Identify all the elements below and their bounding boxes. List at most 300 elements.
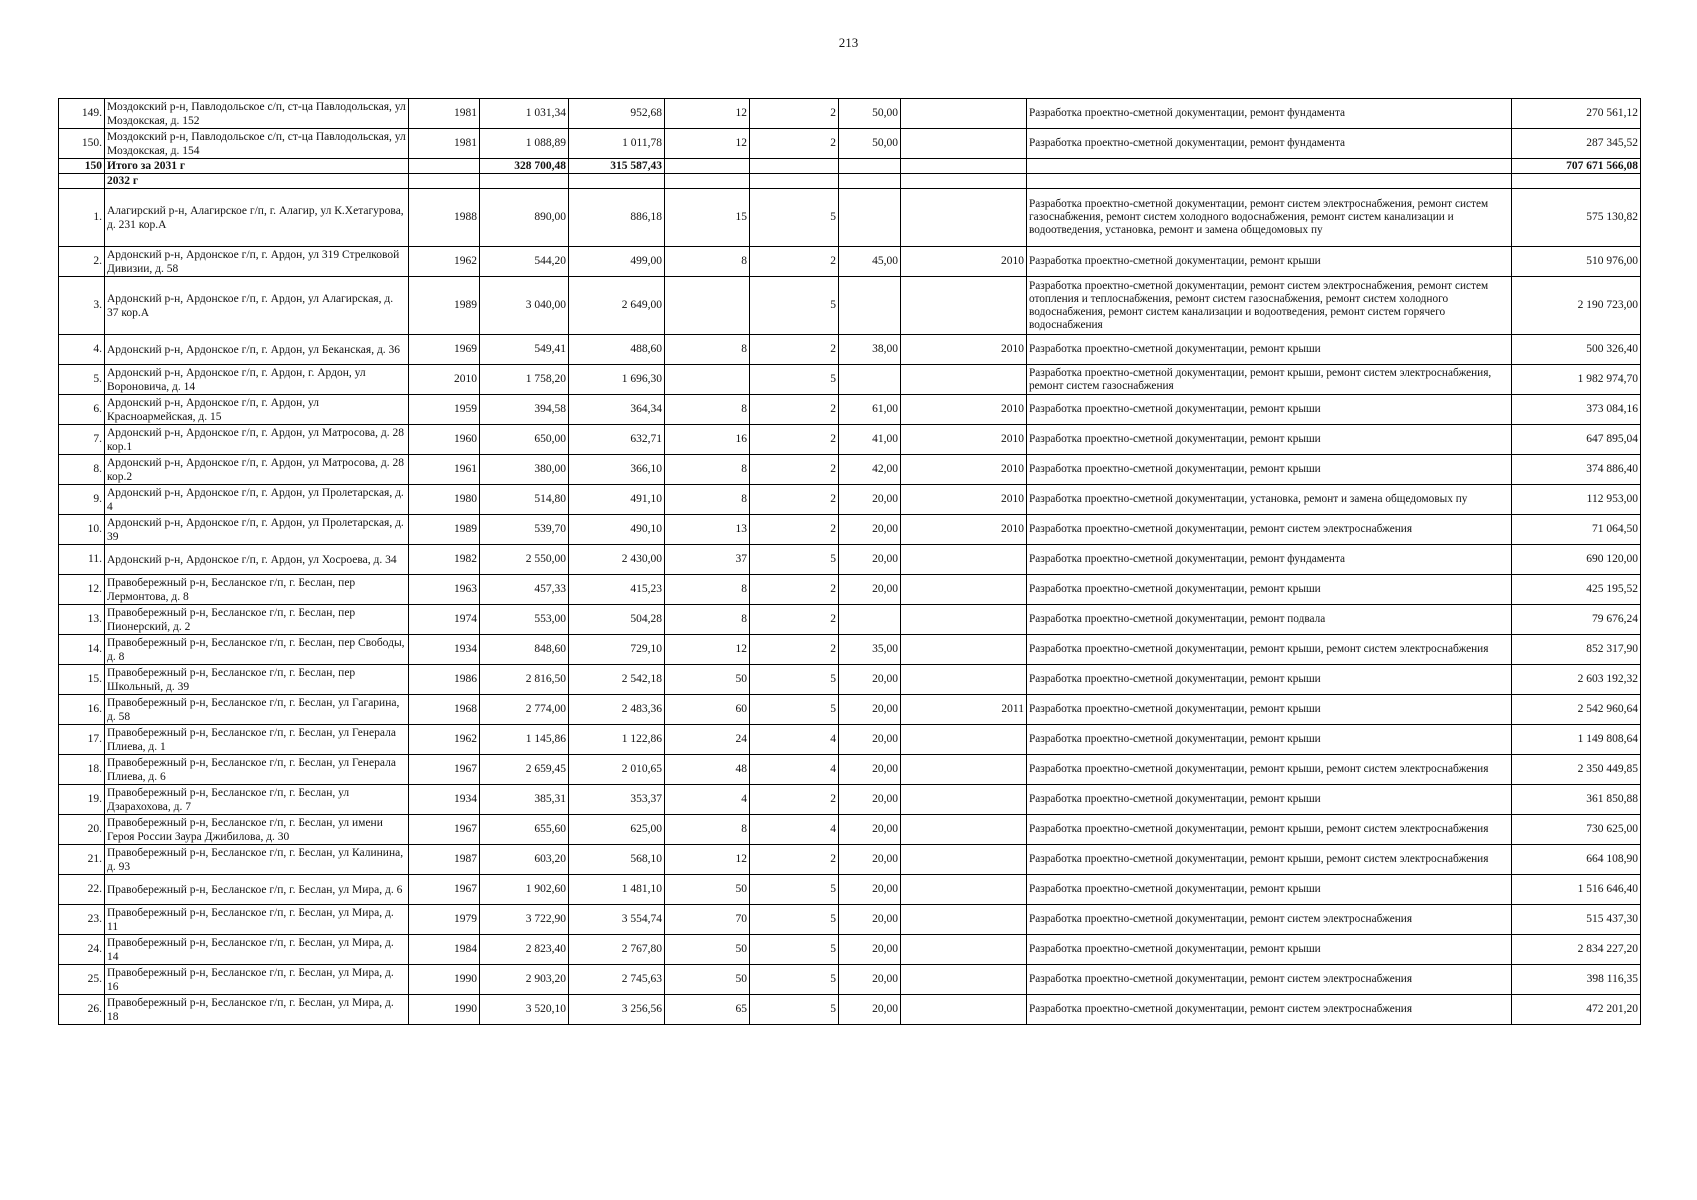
floors-cell: 2 — [750, 99, 839, 129]
commission-year-cell: 1986 — [409, 665, 480, 695]
commission-year-cell: 1987 — [409, 845, 480, 875]
commission-year-cell: 1962 — [409, 725, 480, 755]
floors-cell: 5 — [750, 545, 839, 575]
residential-area-cell: 2 483,36 — [569, 695, 665, 725]
address-cell: Правобережный р-н, Бесланское г/п, г. Беслан, ул Гагарина, д. 58 — [105, 695, 409, 725]
address-cell: Ардонский р-н, Ардонское г/п, г. Ардон, ул Матросова, д. 28 кор.1 — [105, 425, 409, 455]
commission-year-cell — [409, 159, 480, 174]
residential-area-cell: 2 649,00 — [569, 277, 665, 335]
wear-percent-cell — [839, 605, 901, 635]
apartments-cell: 8 — [665, 455, 750, 485]
work-types-cell: Разработка проектно-сметной документации, ремонт фундамента — [1027, 99, 1512, 129]
row-number: 149. — [59, 99, 105, 129]
address-cell: Моздокский р-н, Павлодольское с/п, ст-ца Павлодольская, ул Моздокская, д. 152 — [105, 99, 409, 129]
apartments-cell: 12 — [665, 635, 750, 665]
cost-cell: 287 345,52 — [1512, 129, 1641, 159]
table-row — [59, 965, 1641, 995]
work-types-cell: Разработка проектно-сметной документации, ремонт систем электроснабжения — [1027, 995, 1512, 1025]
apartments-cell: 12 — [665, 845, 750, 875]
cost-cell: 2 350 449,85 — [1512, 755, 1641, 785]
floors-cell: 4 — [750, 725, 839, 755]
residential-area-cell: 886,18 — [569, 189, 665, 247]
work-types-cell: Разработка проектно-сметной документации, ремонт крыши — [1027, 665, 1512, 695]
table-body — [59, 99, 1641, 1025]
row-number: 11. — [59, 545, 105, 575]
commission-year-cell: 1979 — [409, 905, 480, 935]
commission-year-cell — [409, 174, 480, 189]
last-repair-year-cell: 2011 — [901, 695, 1027, 725]
total-area-cell: 2 774,00 — [480, 695, 569, 725]
apartments-cell: 12 — [665, 99, 750, 129]
apartments-cell — [665, 365, 750, 395]
cost-cell: 664 108,90 — [1512, 845, 1641, 875]
row-number: 9. — [59, 485, 105, 515]
commission-year-cell: 1982 — [409, 545, 480, 575]
work-types-cell: Разработка проектно-сметной документации, ремонт крыши — [1027, 425, 1512, 455]
table-row — [59, 425, 1641, 455]
cost-cell: 647 895,04 — [1512, 425, 1641, 455]
last-repair-year-cell — [901, 815, 1027, 845]
address-cell: Ардонский р-н, Ардонское г/п, г. Ардон, ул Алагирская, д. 37 кор.А — [105, 277, 409, 335]
apartments-cell: 50 — [665, 875, 750, 905]
work-types-cell: Разработка проектно-сметной документации, ремонт крыши — [1027, 875, 1512, 905]
residential-area-cell: 364,34 — [569, 395, 665, 425]
address-cell: Ардонский р-н, Ардонское г/п, г. Ардон, ул Матросова, д. 28 кор.2 — [105, 455, 409, 485]
total-area-cell: 1 031,34 — [480, 99, 569, 129]
cost-cell: 374 886,40 — [1512, 455, 1641, 485]
commission-year-cell: 1984 — [409, 935, 480, 965]
row-number: 17. — [59, 725, 105, 755]
total-area-cell: 1 145,86 — [480, 725, 569, 755]
apartments-cell: 60 — [665, 695, 750, 725]
work-types-cell — [1027, 159, 1512, 174]
total-area-cell: 1 758,20 — [480, 365, 569, 395]
last-repair-year-cell — [901, 189, 1027, 247]
last-repair-year-cell: 2010 — [901, 425, 1027, 455]
total-area-cell: 549,41 — [480, 335, 569, 365]
address-cell: Правобережный р-н, Бесланское г/п, г. Беслан, ул Мира, д. 16 — [105, 965, 409, 995]
last-repair-year-cell: 2010 — [901, 485, 1027, 515]
table-row — [59, 695, 1641, 725]
work-types-cell: Разработка проектно-сметной документации, ремонт фундамента — [1027, 129, 1512, 159]
work-types-cell: Разработка проектно-сметной документации, ремонт крыши, ремонт систем электроснабжения — [1027, 845, 1512, 875]
row-number: 14. — [59, 635, 105, 665]
total-area-cell: 514,80 — [480, 485, 569, 515]
last-repair-year-cell — [901, 725, 1027, 755]
cost-cell: 730 625,00 — [1512, 815, 1641, 845]
apartments-cell: 24 — [665, 725, 750, 755]
address-cell: Правобережный р-н, Бесланское г/п, г. Беслан, пер Лермонтова, д. 8 — [105, 575, 409, 605]
apartments-cell: 37 — [665, 545, 750, 575]
address-cell: Ардонский р-н, Ардонское г/п, г. Ардон, ул 319 Стрелковой Дивизии, д. 58 — [105, 247, 409, 277]
address-cell: Ардонский р-н, Ардонское г/п, г. Ардон, ул Красноармейская, д. 15 — [105, 395, 409, 425]
apartments-cell: 8 — [665, 335, 750, 365]
residential-area-cell: 2 745,63 — [569, 965, 665, 995]
work-types-cell: Разработка проектно-сметной документации, ремонт систем электроснабжения, ремонт систем газоснабжения, ремонт систем холодного водоснабжения, ремонт систем канализации и водоотведения, установка, ремонт и замена общедомовых пу — [1027, 189, 1512, 247]
table-row — [59, 755, 1641, 785]
cost-cell: 425 195,52 — [1512, 575, 1641, 605]
address-cell: Правобережный р-н, Бесланское г/п, г. Беслан, пер Свободы, д. 8 — [105, 635, 409, 665]
residential-area-cell: 1 481,10 — [569, 875, 665, 905]
table-row — [59, 845, 1641, 875]
table-row — [59, 995, 1641, 1025]
last-repair-year-cell — [901, 755, 1027, 785]
total-area-cell: 2 550,00 — [480, 545, 569, 575]
address-cell: Ардонский р-н, Ардонское г/п, г. Ардон, г. Ардон, ул Вороновича, д. 14 — [105, 365, 409, 395]
wear-percent-cell: 20,00 — [839, 755, 901, 785]
last-repair-year-cell: 2010 — [901, 515, 1027, 545]
table-row — [59, 247, 1641, 277]
address-cell: Итого за 2031 г — [105, 159, 409, 174]
cost-cell: 1 982 974,70 — [1512, 365, 1641, 395]
wear-percent-cell: 20,00 — [839, 905, 901, 935]
last-repair-year-cell — [901, 575, 1027, 605]
commission-year-cell: 1967 — [409, 875, 480, 905]
work-types-cell: Разработка проектно-сметной документации, ремонт крыши — [1027, 785, 1512, 815]
floors-cell: 2 — [750, 247, 839, 277]
wear-percent-cell: 20,00 — [839, 575, 901, 605]
total-area-cell: 553,00 — [480, 605, 569, 635]
floors-cell: 5 — [750, 695, 839, 725]
cost-cell: 1 516 646,40 — [1512, 875, 1641, 905]
residential-area-cell: 3 256,56 — [569, 995, 665, 1025]
apartments-cell: 8 — [665, 485, 750, 515]
wear-percent-cell: 20,00 — [839, 665, 901, 695]
residential-area-cell: 504,28 — [569, 605, 665, 635]
residential-area-cell: 488,60 — [569, 335, 665, 365]
residential-area-cell: 625,00 — [569, 815, 665, 845]
work-types-cell: Разработка проектно-сметной документации, ремонт крыши, ремонт систем электроснабжения — [1027, 755, 1512, 785]
address-cell: Правобережный р-н, Бесланское г/п, г. Беслан, ул Калинина, д. 93 — [105, 845, 409, 875]
wear-percent-cell: 50,00 — [839, 99, 901, 129]
cost-cell: 1 149 808,64 — [1512, 725, 1641, 755]
last-repair-year-cell — [901, 635, 1027, 665]
total-area-cell: 394,58 — [480, 395, 569, 425]
residential-area-cell: 632,71 — [569, 425, 665, 455]
address-cell: Алагирский р-н, Алагирское г/п, г. Алагир, ул К.Хетагурова, д. 231 кор.А — [105, 189, 409, 247]
table-row — [59, 365, 1641, 395]
cost-cell: 112 953,00 — [1512, 485, 1641, 515]
cost-cell: 707 671 566,08 — [1512, 159, 1641, 174]
row-number: 19. — [59, 785, 105, 815]
total-area-cell: 848,60 — [480, 635, 569, 665]
last-repair-year-cell — [901, 905, 1027, 935]
work-types-cell: Разработка проектно-сметной документации, ремонт систем электроснабжения, ремонт систем отопления и теплоснабжения, ремонт систем газоснабжения, ремонт систем холодного водоснабжения, ремонт систем канализации и водоотведения, ремонт систем горячего водоснабжения — [1027, 277, 1512, 335]
address-cell: Правобережный р-н, Бесланское г/п, г. Беслан, ул Генерала Плиева, д. 1 — [105, 725, 409, 755]
commission-year-cell: 1934 — [409, 635, 480, 665]
row-number: 12. — [59, 575, 105, 605]
total-area-cell — [480, 174, 569, 189]
row-number: 23. — [59, 905, 105, 935]
floors-cell: 5 — [750, 365, 839, 395]
apartments-cell: 15 — [665, 189, 750, 247]
work-types-cell: Разработка проектно-сметной документации, установка, ремонт и замена общедомовых пу — [1027, 485, 1512, 515]
table-row — [59, 635, 1641, 665]
commission-year-cell: 1960 — [409, 425, 480, 455]
work-types-cell — [1027, 174, 1512, 189]
cost-cell: 361 850,88 — [1512, 785, 1641, 815]
commission-year-cell: 2010 — [409, 365, 480, 395]
last-repair-year-cell: 2010 — [901, 455, 1027, 485]
work-types-cell: Разработка проектно-сметной документации, ремонт систем электроснабжения — [1027, 965, 1512, 995]
floors-cell: 2 — [750, 845, 839, 875]
floors-cell — [750, 174, 839, 189]
row-number: 5. — [59, 365, 105, 395]
floors-cell: 2 — [750, 425, 839, 455]
apartments-cell: 12 — [665, 129, 750, 159]
floors-cell: 2 — [750, 335, 839, 365]
total-area-cell: 890,00 — [480, 189, 569, 247]
cost-cell: 500 326,40 — [1512, 335, 1641, 365]
apartments-cell: 65 — [665, 995, 750, 1025]
address-cell: Правобережный р-н, Бесланское г/п, г. Беслан, ул Генерала Плиева, д. 6 — [105, 755, 409, 785]
address-cell: Ардонский р-н, Ардонское г/п, г. Ардон, ул Беканская, д. 36 — [105, 335, 409, 365]
commission-year-cell: 1963 — [409, 575, 480, 605]
wear-percent-cell — [839, 365, 901, 395]
total-area-cell: 380,00 — [480, 455, 569, 485]
work-types-cell: Разработка проектно-сметной документации, ремонт крыши, ремонт систем электроснабжения — [1027, 635, 1512, 665]
work-types-cell: Разработка проектно-сметной документации, ремонт крыши — [1027, 335, 1512, 365]
wear-percent-cell — [839, 189, 901, 247]
work-types-cell: Разработка проектно-сметной документации, ремонт крыши — [1027, 935, 1512, 965]
commission-year-cell: 1989 — [409, 515, 480, 545]
work-types-cell: Разработка проектно-сметной документации, ремонт крыши, ремонт систем электроснабжения — [1027, 815, 1512, 845]
residential-area-cell: 568,10 — [569, 845, 665, 875]
cost-cell: 2 603 192,32 — [1512, 665, 1641, 695]
total-area-cell: 2 816,50 — [480, 665, 569, 695]
total-area-cell: 3 040,00 — [480, 277, 569, 335]
total-area-cell: 2 903,20 — [480, 965, 569, 995]
floors-cell: 2 — [750, 575, 839, 605]
wear-percent-cell: 38,00 — [839, 335, 901, 365]
page-number: 213 — [838, 35, 859, 50]
wear-percent-cell — [839, 174, 901, 189]
floors-cell: 2 — [750, 455, 839, 485]
wear-percent-cell: 20,00 — [839, 515, 901, 545]
floors-cell: 2 — [750, 129, 839, 159]
commission-year-cell: 1959 — [409, 395, 480, 425]
cost-cell: 270 561,12 — [1512, 99, 1641, 129]
row-number: 21. — [59, 845, 105, 875]
residential-area-cell: 2 767,80 — [569, 935, 665, 965]
work-types-cell: Разработка проектно-сметной документации, ремонт крыши, ремонт систем электроснабжения, ремонт систем газоснабжения — [1027, 365, 1512, 395]
address-cell: Правобережный р-н, Бесланское г/п, г. Беслан, ул Мира, д. 18 — [105, 995, 409, 1025]
residential-area-cell: 366,10 — [569, 455, 665, 485]
wear-percent-cell: 20,00 — [839, 815, 901, 845]
floors-cell: 4 — [750, 815, 839, 845]
floors-cell: 4 — [750, 755, 839, 785]
cost-cell: 575 130,82 — [1512, 189, 1641, 247]
row-number: 13. — [59, 605, 105, 635]
table-row — [59, 725, 1641, 755]
row-number: 16. — [59, 695, 105, 725]
wear-percent-cell: 42,00 — [839, 455, 901, 485]
row-number: 18. — [59, 755, 105, 785]
work-types-cell: Разработка проектно-сметной документации, ремонт крыши — [1027, 695, 1512, 725]
wear-percent-cell: 50,00 — [839, 129, 901, 159]
work-types-cell: Разработка проектно-сметной документации, ремонт крыши — [1027, 395, 1512, 425]
floors-cell — [750, 159, 839, 174]
work-types-cell: Разработка проектно-сметной документации, ремонт подвала — [1027, 605, 1512, 635]
table-row — [59, 277, 1641, 335]
cost-cell: 398 116,35 — [1512, 965, 1641, 995]
apartments-cell: 8 — [665, 815, 750, 845]
last-repair-year-cell — [901, 129, 1027, 159]
row-number: 4. — [59, 335, 105, 365]
address-cell: Правобережный р-н, Бесланское г/п, г. Беслан, пер Пионерский, д. 2 — [105, 605, 409, 635]
wear-percent-cell: 20,00 — [839, 545, 901, 575]
wear-percent-cell — [839, 159, 901, 174]
residential-area-cell — [569, 174, 665, 189]
commission-year-cell: 1989 — [409, 277, 480, 335]
commission-year-cell: 1967 — [409, 755, 480, 785]
cost-cell: 2 190 723,00 — [1512, 277, 1641, 335]
row-number: 8. — [59, 455, 105, 485]
last-repair-year-cell — [901, 965, 1027, 995]
wear-percent-cell: 20,00 — [839, 725, 901, 755]
total-area-cell: 385,31 — [480, 785, 569, 815]
residential-area-cell: 1 011,78 — [569, 129, 665, 159]
floors-cell: 5 — [750, 935, 839, 965]
table-row — [59, 875, 1641, 905]
table-row — [59, 785, 1641, 815]
apartments-cell: 48 — [665, 755, 750, 785]
wear-percent-cell: 20,00 — [839, 785, 901, 815]
cost-cell — [1512, 174, 1641, 189]
table-row — [59, 485, 1641, 515]
floors-cell: 5 — [750, 905, 839, 935]
row-number: 6. — [59, 395, 105, 425]
table-row — [59, 605, 1641, 635]
work-types-cell: Разработка проектно-сметной документации, ремонт крыши — [1027, 575, 1512, 605]
address-cell: Правобережный р-н, Бесланское г/п, г. Беслан, пер Школьный, д. 39 — [105, 665, 409, 695]
last-repair-year-cell — [901, 174, 1027, 189]
table-row — [59, 905, 1641, 935]
total-area-cell: 1 902,60 — [480, 875, 569, 905]
row-number: 150. — [59, 129, 105, 159]
work-types-cell: Разработка проектно-сметной документации, ремонт крыши — [1027, 247, 1512, 277]
last-repair-year-cell: 2010 — [901, 395, 1027, 425]
apartments-cell: 13 — [665, 515, 750, 545]
floors-cell: 5 — [750, 665, 839, 695]
last-repair-year-cell — [901, 845, 1027, 875]
table-row — [59, 545, 1641, 575]
wear-percent-cell: 20,00 — [839, 695, 901, 725]
floors-cell: 2 — [750, 395, 839, 425]
commission-year-cell: 1968 — [409, 695, 480, 725]
apartments-cell — [665, 174, 750, 189]
floors-cell: 2 — [750, 515, 839, 545]
residential-area-cell: 499,00 — [569, 247, 665, 277]
total-area-cell: 539,70 — [480, 515, 569, 545]
last-repair-year-cell — [901, 545, 1027, 575]
wear-percent-cell: 20,00 — [839, 995, 901, 1025]
wear-percent-cell: 20,00 — [839, 965, 901, 995]
address-cell: Правобережный р-н, Бесланское г/п, г. Беслан, ул Дзарахохова, д. 7 — [105, 785, 409, 815]
row-number: 24. — [59, 935, 105, 965]
residential-area-cell: 1 122,86 — [569, 725, 665, 755]
commission-year-cell: 1962 — [409, 247, 480, 277]
total-area-cell: 650,00 — [480, 425, 569, 455]
address-cell: Правобережный р-н, Бесланское г/п, г. Беслан, ул Мира, д. 6 — [105, 875, 409, 905]
capital-repair-table — [58, 98, 1641, 1025]
last-repair-year-cell — [901, 785, 1027, 815]
residential-area-cell: 353,37 — [569, 785, 665, 815]
wear-percent-cell: 61,00 — [839, 395, 901, 425]
commission-year-cell: 1980 — [409, 485, 480, 515]
work-types-cell: Разработка проектно-сметной документации, ремонт крыши — [1027, 455, 1512, 485]
cost-cell: 510 976,00 — [1512, 247, 1641, 277]
cost-cell: 690 120,00 — [1512, 545, 1641, 575]
last-repair-year-cell: 2010 — [901, 247, 1027, 277]
apartments-cell: 8 — [665, 575, 750, 605]
floors-cell: 2 — [750, 605, 839, 635]
commission-year-cell: 1974 — [409, 605, 480, 635]
commission-year-cell: 1990 — [409, 995, 480, 1025]
total-area-cell: 2 823,40 — [480, 935, 569, 965]
address-cell: Ардонский р-н, Ардонское г/п, г. Ардон, ул Пролетарская, д. 4 — [105, 485, 409, 515]
apartments-cell: 50 — [665, 965, 750, 995]
total-area-cell: 457,33 — [480, 575, 569, 605]
residential-area-cell: 729,10 — [569, 635, 665, 665]
total-area-cell: 2 659,45 — [480, 755, 569, 785]
table-row — [59, 335, 1641, 365]
work-types-cell: Разработка проектно-сметной документации, ремонт фундамента — [1027, 545, 1512, 575]
residential-area-cell: 315 587,43 — [569, 159, 665, 174]
last-repair-year-cell — [901, 935, 1027, 965]
row-number: 150 — [59, 159, 105, 174]
total-area-cell: 544,20 — [480, 247, 569, 277]
cost-cell: 79 676,24 — [1512, 605, 1641, 635]
wear-percent-cell: 20,00 — [839, 845, 901, 875]
row-number: 1. — [59, 189, 105, 247]
apartments-cell: 50 — [665, 935, 750, 965]
table-row — [59, 665, 1641, 695]
apartments-cell: 8 — [665, 605, 750, 635]
residential-area-cell: 2 010,65 — [569, 755, 665, 785]
residential-area-cell: 2 430,00 — [569, 545, 665, 575]
wear-percent-cell: 45,00 — [839, 247, 901, 277]
table-row — [59, 189, 1641, 247]
row-number: 22. — [59, 875, 105, 905]
commission-year-cell: 1981 — [409, 99, 480, 129]
last-repair-year-cell — [901, 365, 1027, 395]
total-area-cell: 1 088,89 — [480, 129, 569, 159]
wear-percent-cell: 20,00 — [839, 935, 901, 965]
commission-year-cell: 1990 — [409, 965, 480, 995]
floors-cell: 2 — [750, 785, 839, 815]
table-row — [59, 575, 1641, 605]
apartments-cell — [665, 159, 750, 174]
apartments-cell: 50 — [665, 665, 750, 695]
residential-area-cell: 3 554,74 — [569, 905, 665, 935]
address-cell: Правобережный р-н, Бесланское г/п, г. Беслан, ул Мира, д. 11 — [105, 905, 409, 935]
commission-year-cell: 1967 — [409, 815, 480, 845]
last-repair-year-cell — [901, 665, 1027, 695]
last-repair-year-cell — [901, 277, 1027, 335]
address-cell: Правобережный р-н, Бесланское г/п, г. Беслан, ул имени Героя России Заура Джибилова, д. 30 — [105, 815, 409, 845]
year-header-row — [59, 174, 1641, 189]
cost-cell: 71 064,50 — [1512, 515, 1641, 545]
floors-cell: 5 — [750, 995, 839, 1025]
commission-year-cell: 1934 — [409, 785, 480, 815]
total-area-cell: 603,20 — [480, 845, 569, 875]
floors-cell: 5 — [750, 965, 839, 995]
cost-cell: 2 542 960,64 — [1512, 695, 1641, 725]
address-cell: Ардонский р-н, Ардонское г/п, г. Ардон, ул Хосроева, д. 34 — [105, 545, 409, 575]
commission-year-cell: 1988 — [409, 189, 480, 247]
total-area-cell: 3 722,90 — [480, 905, 569, 935]
